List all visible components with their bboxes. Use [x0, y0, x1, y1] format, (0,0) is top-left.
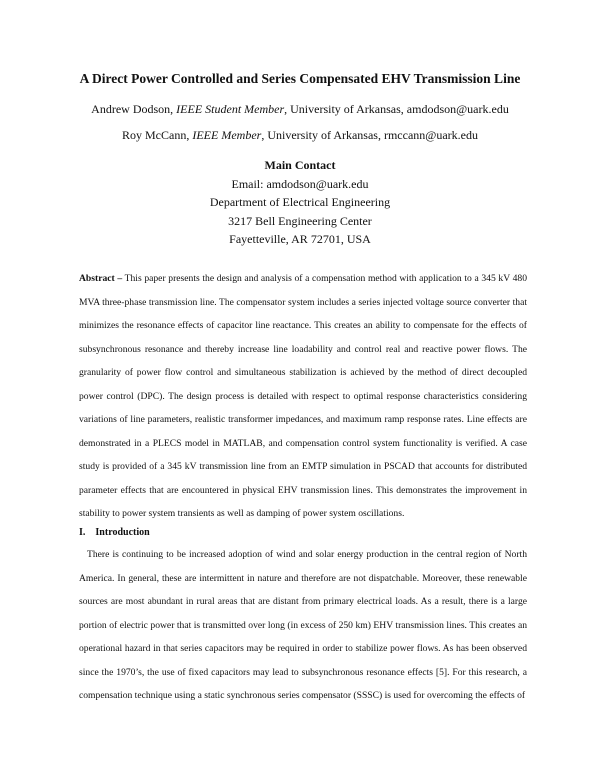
abstract-text: This paper presents the design and analysis of a compensation method with application to a 345 kV 480 MVA three-phase transmission line. The compensator system includes a series injected voltage source converter that minimizes the resonance effects of capacitor line reactance. This creates an ability to compensate for the effects of subsynchronous resonance and thereby increase line loadability and control real and reactive power flows. The granularity of power flow control and simultaneous stabilization is achieved by the method of direct decoupled power control (DPC). The design process is detailed with respect to optimal response characteristics considering variations of line parameters, realistic transformer impedances, and maximum ramp response rates. Line effects are demonstrated in a PLECS model in MATLAB, and compensation control system functionality is verified. A case study is provided of a 345 kV transmission line from an EMTP simulation in PSCAD that accounts for distributed parameter effects that are encountered in physical EHV transmission lines. This demonstrates the improvement in stability to power system transients as well as damping of power system oscillations.	[79, 273, 527, 519]
author-2	[0, 128, 600, 143]
author-2-name: Roy McCann,	[122, 128, 193, 142]
contact-address-line-2: Fayetteville, AR 72701, USA	[229, 232, 371, 246]
abstract	[79, 267, 527, 526]
contact-email: Email: amdodson@uark.edu	[231, 176, 369, 191]
contact-address-line-1: 3217 Bell Engineering Center	[228, 213, 372, 228]
author-1-name: Andrew Dodson,	[91, 102, 177, 116]
author-1-affiliation: , University of Arkansas, amdodson@uark.edu	[284, 102, 509, 116]
author-1	[0, 102, 600, 117]
author-1-role: IEEE Student Member	[176, 102, 285, 116]
author-2-affiliation: , University of Arkansas, rmccann@uark.edu	[261, 128, 478, 142]
main-contact-block	[0, 156, 600, 249]
section-number: I.	[79, 527, 86, 538]
paper-title: A Direct Power Controlled and Series Compensated EHV Transmission Line	[79, 71, 521, 86]
section-heading	[79, 527, 150, 538]
contact-heading: Main Contact	[264, 158, 336, 172]
abstract-label: Abstract –	[79, 273, 123, 284]
section-title: Introduction	[95, 527, 150, 538]
contact-department: Department of Electrical Engineering	[209, 195, 391, 209]
introduction-paragraph: There is continuing to be increased adoption of wind and solar energy production in the central region of North America. In general, these are intermittent in nature and therefore are not dispatchable. Moreover, these renewable sources are most abundant in rural areas that are distant from primary electrical loads. As a result, there is a large portion of electric power that is transmitted over long (in excess of 250 km) EHV transmission lines. This creates an operational hazard in that series capacitors may be required in order to stabilize power flows. As has been observed since the 1970’s, the use of fixed capacitors may lead to subsynchronous resonance effects [5]. For this research, a compensation technique using a static synchronous series compensator (SSSC) is used for overcoming the effects of	[79, 549, 527, 701]
author-2-role: IEEE Member	[192, 128, 262, 142]
